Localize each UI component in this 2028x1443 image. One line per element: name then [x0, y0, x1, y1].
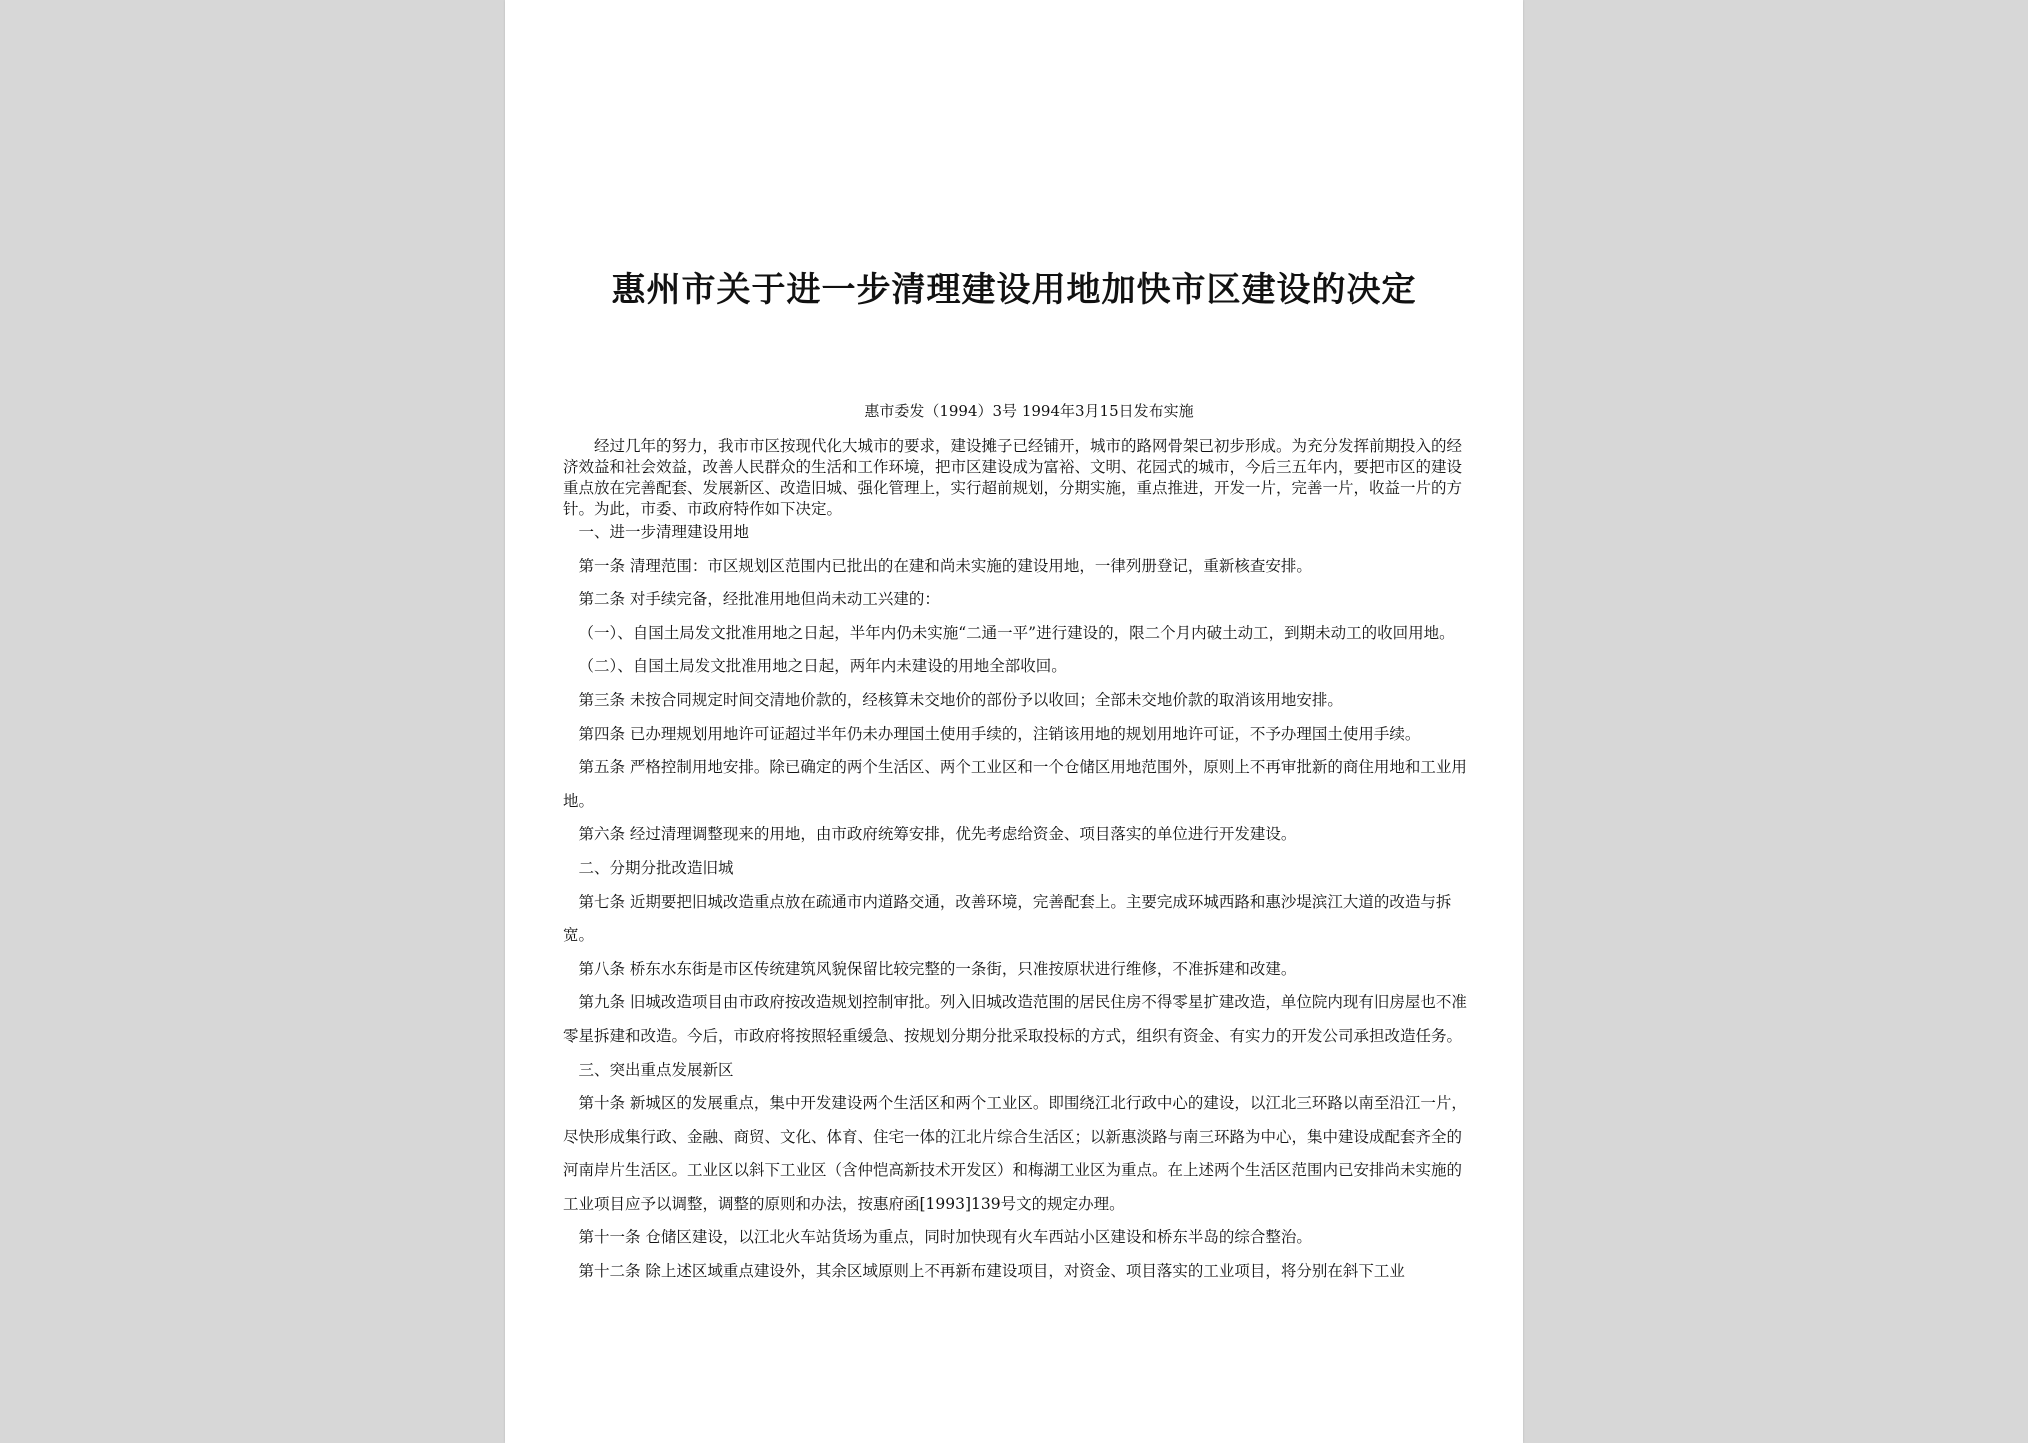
section-heading-3: 三、突出重点发展新区 [578, 1060, 734, 1079]
article-10: 第十条 新城区的发展重点，集中开发建设两个生活区和两个工业区。即围绕江北行政中心的建设，以江北三环路以南至沿江一片，尽快形成集行政、金融、商贸、文化、体育、住宅一体的江北片综合生活区；以新惠淡路与南三环路为中心，集中建设成配套齐全的河南岸片生活区。工业区以斜下工业区（含仲恺高新技术开发区）和梅湖工业区为重点。在上述两个生活区范围内已安排尚未实施的工业项目应予以调整，调整的原则和办法，按惠府函[1993]139号文的规定办理。 [563, 1094, 1467, 1213]
article-3: 第三条 未按合同规定时间交清地价款的，经核算未交地价的部份予以收回；全部未交地价款的取消该用地安排。 [578, 690, 1343, 709]
article-1: 第一条 清理范围：市区规划区范围内已批出的在建和尚未实施的建设用地，一律列册登记，重新核查安排。 [578, 556, 1312, 575]
article-6: 第六条 经过清理调整现来的用地，由市政府统筹安排，优先考虑给资金、项目落实的单位进行开发建设。 [578, 825, 1297, 844]
article-11: 第十一条 仓储区建设，以江北火车站货场为重点，同时加快现有火车西站小区建设和桥东半岛的综合整治。 [578, 1228, 1312, 1247]
section-heading-2: 二、分期分批改造旧城 [578, 858, 734, 877]
article-2: 第二条 对手续完备，经批准用地但尚未动工兴建的： [578, 590, 940, 609]
document-issue-line: 惠市委发（1994）3号 1994年3月15日发布实施 [864, 402, 1194, 420]
article-8: 第八条 桥东水东街是市区传统建筑风貌保留比较完整的一条街，只准按原状进行维修，不准拆建和改建。 [578, 959, 1297, 978]
intro-paragraph: 经过几年的努力，我市市区按现代化大城市的要求，建设摊子已经铺开，城市的路网骨架已初步形成。为充分发挥前期投入的经济效益和社会效益，改善人民群众的生活和工作环境，把市区建设成为富裕、文明、花园式的城市，今后三五年内，要把市区的建设重点放在完善配套、发展新区、改造旧城、强化管理上，实行超前规划，分期实施，重点推进，开发一片，完善一片，收益一片的方针。为此，市委、市政府特作如下决定。 [563, 437, 1463, 518]
article-12: 第十二条 除上述区域重点建设外，其余区域原则上不再新布建设项目，对资金、项目落实的工业项目，将分别在斜下工业 [578, 1262, 1405, 1281]
article-5: 第五条 严格控制用地安排。除已确定的两个生活区、两个工业区和一个仓储区用地范围外，原则上不再审批新的商住用地和工业用地。 [563, 758, 1467, 810]
article-2-item-1: （一）、自国土局发文批准用地之日起，半年内仍未实施“二通一平”进行建设的，限二个月内破土动工，到期未动工的收回用地。 [578, 623, 1455, 642]
document-title: 惠州市关于进一步清理建设用地加快市区建设的决定 [611, 270, 1417, 310]
article-2-item-2: （二）、自国土局发文批准用地之日起，两年内未建设的用地全部收回。 [578, 657, 1067, 676]
article-9: 第九条 旧城改造项目由市政府按改造规划控制审批。列入旧城改造范围的居民住房不得零星扩建改造，单位院内现有旧房屋也不准零星拆建和改造。今后，市政府将按照轻重缓急、按规划分期分批采取投标的方式，组织有资金、有实力的开发公司承担改造任务。 [563, 993, 1467, 1045]
document-page [505, 0, 1523, 1443]
article-7: 第七条 近期要把旧城改造重点放在疏通市内道路交通，改善环境，完善配套上。主要完成环城西路和惠沙堤滨江大道的改造与拆宽。 [563, 892, 1452, 945]
section-heading-1: 一、进一步清理建设用地 [578, 523, 750, 541]
article-4: 第四条 已办理规划用地许可证超过半年仍未办理国土使用手续的，注销该用地的规划用地许可证，不予办理国土使用手续。 [578, 724, 1421, 743]
document-body [563, 516, 1477, 1289]
